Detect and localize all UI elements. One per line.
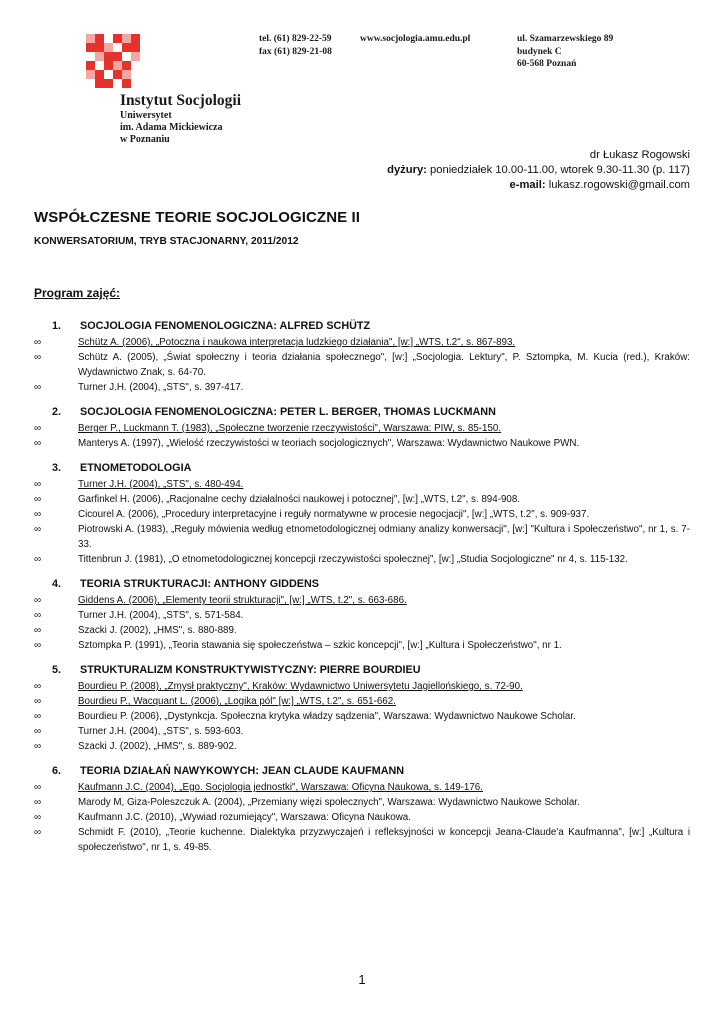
author-block	[387, 148, 690, 193]
reading-item	[34, 780, 690, 795]
website-url: www.socjologia.amu.edu.pl	[360, 34, 471, 44]
reading-item	[34, 709, 690, 724]
reading-text: Bourdieu P., Wacquant L. (2006), „Logika pól" [w:] „WTS, t.2", s. 651-662.	[78, 696, 396, 707]
reading-item	[34, 694, 690, 709]
reading-text: Szacki J. (2002), „HMS", s. 889-902.	[78, 741, 237, 752]
infinity-bullet-icon: ∞	[34, 509, 42, 520]
logo-tile	[113, 34, 122, 43]
institute-logo	[86, 34, 140, 88]
section-number: 5.	[52, 664, 62, 676]
section-title: STRUKTURALIZM KONSTRUKTYWISTYCZNY: PIERRE BOURDIEU	[80, 664, 421, 676]
reading-item	[34, 679, 690, 694]
course-title: WSPÓŁCZESNE TEORIE SOCJOLOGICZNE II	[34, 209, 361, 226]
institute-name: Instytut Socjologii	[120, 92, 241, 109]
address-line-3: 60-568 Poznań	[517, 59, 577, 69]
reading-text: Kaufmann J.C. (2010), „Wywiad rozumiejący", Warszawa: Oficyna Naukowa.	[78, 812, 411, 823]
reading-item	[34, 552, 690, 567]
section-number: 4.	[52, 578, 62, 590]
logo-tile	[95, 79, 104, 88]
program-section	[34, 318, 690, 395]
fax-number: fax (61) 829-21-08	[259, 46, 332, 57]
infinity-bullet-icon: ∞	[34, 423, 42, 434]
logo-tile	[95, 70, 104, 79]
infinity-bullet-icon: ∞	[34, 711, 42, 722]
contact-website	[360, 33, 470, 46]
infinity-bullet-icon: ∞	[34, 382, 42, 393]
logo-tile	[104, 43, 113, 52]
logo-tile	[113, 61, 122, 70]
duty-text: poniedziałek 10.00-11.00, wtorek 9.30-11.30 (p. 117)	[426, 164, 690, 176]
email-address[interactable]: lukasz.rogowski@gmail.com	[545, 179, 690, 191]
reading-text: Piotrowski A. (1983), „Reguły mówienia według etnometodologicznej odmiany analizy konwersacji", [w:] "Kultura i Społeczeństwo", nr 1, s. 7-33.	[78, 524, 690, 550]
logo-tile	[86, 43, 95, 52]
reading-text: Manterys A. (1997), „Wielość rzeczywistości w teoriach socjologicznych", Warszawa: Wydawnictwo Naukowe PWN.	[78, 438, 580, 449]
address-line-1: ul. Szamarzewskiego 89	[517, 34, 614, 44]
reading-item	[34, 608, 690, 623]
section-title: ETNOMETODOLOGIA	[80, 462, 192, 474]
duty-hours	[387, 163, 690, 178]
institute-name-block	[120, 92, 241, 146]
reading-text: Marody M, Giza-Poleszczuk A. (2004), „Przemiany więzi społecznych", Warszawa: Wydawnictwo Naukowe Scholar.	[78, 797, 580, 808]
section-title: TEORIA STRUKTURACJI: ANTHONY GIDDENS	[80, 578, 319, 590]
reading-item	[34, 380, 690, 395]
reading-item	[34, 825, 690, 855]
logo-tile	[122, 61, 131, 70]
reading-item	[34, 492, 690, 507]
logo-tile	[131, 43, 140, 52]
logo-tile	[122, 43, 131, 52]
infinity-bullet-icon: ∞	[34, 640, 42, 651]
infinity-bullet-icon: ∞	[34, 681, 42, 692]
logo-tile	[104, 52, 113, 61]
program-section	[34, 763, 690, 855]
section-heading	[34, 318, 690, 334]
section-heading	[34, 460, 690, 476]
infinity-bullet-icon: ∞	[34, 797, 42, 808]
reading-text: Schütz A. (2006), „Potoczna i naukowa interpretacja ludzkiego działania", [w:] „WTS, t.2", s. 867-893.	[78, 337, 516, 348]
reading-item	[34, 593, 690, 608]
infinity-bullet-icon: ∞	[34, 554, 42, 565]
logo-tile	[104, 61, 113, 70]
section-title: TEORIA DZIAŁAŃ NAWYKOWYCH: JEAN CLAUDE KAUFMANN	[80, 765, 405, 777]
logo-tile	[86, 70, 95, 79]
reading-text: Berger P., Luckmann T. (1983), „Społeczne tworzenie rzeczywistości", Warszawa: PIW, s. 85-150.	[78, 423, 502, 434]
reading-text: Schütz A. (2005), „Świat społeczny i teoria działania społecznego", [w:] „Socjologia. Lektury", P. Sztompka, M. Kucia (red.), Kraków: Wydawnictwo Znak, s. 64-70.	[78, 352, 690, 378]
reading-item	[34, 350, 690, 380]
section-title: SOCJOLOGIA FENOMENOLOGICZNA: ALFRED SCHÜTZ	[80, 320, 371, 332]
reading-text: Tittenbrun J. (1981), „O etnometodologicznej koncepcji rzeczywistości społecznej", [w:] „Studia Socjologiczne" nr 4, s. 115-132.	[78, 554, 628, 565]
infinity-bullet-icon: ∞	[34, 352, 42, 363]
reading-text: Cicourel A. (2006), „Procedury interpretacyjne i reguły normatywne w procesie negocjacji", [w:] „WTS, t.2", s. 909-937.	[78, 509, 590, 520]
reading-text: Turner J.H. (2004), „STS", s. 571-584.	[78, 610, 244, 621]
reading-text: Bourdieu P. (2006), „Dystynkcja. Społeczna krytyka władzy sądzenia", Warszawa: Wydawnictwo Naukowe Scholar.	[78, 711, 576, 722]
logo-tile	[131, 52, 140, 61]
program-section	[34, 662, 690, 754]
logo-tile	[122, 79, 131, 88]
university-line-1: Uniwersytet	[120, 110, 172, 121]
infinity-bullet-icon: ∞	[34, 696, 42, 707]
reading-item	[34, 795, 690, 810]
infinity-bullet-icon: ∞	[34, 812, 42, 823]
reading-item	[34, 522, 690, 552]
section-number: 2.	[52, 406, 62, 418]
email-label: e-mail:	[509, 179, 546, 191]
section-number: 6.	[52, 765, 62, 777]
section-heading	[34, 576, 690, 592]
logo-tile	[95, 43, 104, 52]
logo-tile	[122, 34, 131, 43]
program-section	[34, 404, 690, 451]
page-number: 1	[358, 972, 366, 987]
reading-text: Garfinkel H. (2006), „Racjonalne cechy działalności naukowej i potocznej", [w:] „WTS, t.2", s. 894-908.	[78, 494, 521, 505]
reading-item	[34, 436, 690, 451]
author-name: dr Łukasz Rogowski	[589, 149, 690, 161]
reading-item	[34, 810, 690, 825]
reading-text: Kaufmann J.C. (2004), „Ego. Socjologia jednostki", Warszawa: Oficyna Naukowa, s. 149-176.	[78, 782, 483, 793]
reading-text: Giddens A. (2006), „Elementy teorii strukturacji", [w:] „WTS, t.2", s. 663-686.	[78, 595, 407, 606]
duty-label: dyżury:	[387, 164, 427, 176]
infinity-bullet-icon: ∞	[34, 494, 42, 505]
program-content	[34, 318, 690, 864]
email-line	[387, 178, 690, 193]
logo-tile	[86, 61, 95, 70]
infinity-bullet-icon: ∞	[34, 782, 42, 793]
infinity-bullet-icon: ∞	[34, 741, 42, 752]
reading-text: Turner J.H. (2004), „STS", s. 593-603.	[78, 726, 244, 737]
infinity-bullet-icon: ∞	[34, 625, 42, 636]
section-heading	[34, 404, 690, 420]
reading-text: Sztompka P. (1991), „Teoria stawania się społeczeństwa – szkic koncepcji", [w:] „Kultura i Społeczeństwo", nr 1.	[78, 640, 562, 651]
section-number: 1.	[52, 320, 62, 332]
reading-text: Bourdieu P. (2008), „Zmysł praktyczny", Kraków: Wydawnictwo Uniwersytetu Jagiellońskiego, s. 72-90.	[78, 681, 523, 692]
program-heading: Program zajęć:	[34, 286, 121, 300]
reading-item	[34, 477, 690, 492]
program-section	[34, 460, 690, 567]
reading-item	[34, 739, 690, 754]
logo-tile	[95, 52, 104, 61]
reading-text: Turner J.H. (2004), „STS", s. 480-494.	[78, 479, 244, 490]
section-heading	[34, 763, 690, 779]
logo-tile	[122, 70, 131, 79]
infinity-bullet-icon: ∞	[34, 726, 42, 737]
contact-address	[517, 33, 613, 71]
address-line-2: budynek C	[517, 46, 562, 57]
infinity-bullet-icon: ∞	[34, 479, 42, 490]
logo-tile	[131, 34, 140, 43]
section-heading	[34, 662, 690, 678]
reading-item	[34, 638, 690, 653]
reading-text: Turner J.H. (2004), „STS", s. 397-417.	[78, 382, 244, 393]
reading-item	[34, 724, 690, 739]
infinity-bullet-icon: ∞	[34, 524, 42, 535]
logo-tile	[113, 52, 122, 61]
reading-item	[34, 335, 690, 350]
infinity-bullet-icon: ∞	[34, 595, 42, 606]
infinity-bullet-icon: ∞	[34, 827, 42, 838]
university-line-3: w Poznaniu	[120, 134, 170, 145]
reading-text: Schmidt F. (2010), „Teorie kuchenne. Dialektyka przyzwyczajeń i refleksyjności w koncepcji Jeana-Claude'a Kaufmanna", [w:] „Kultura i społeczeństwo", nr 1, s. 49-85.	[78, 827, 690, 853]
contact-phone-block	[259, 33, 332, 58]
course-subtitle: KONWERSATORIUM, TRYB STACJONARNY, 2011/2012	[34, 236, 299, 247]
reading-item	[34, 507, 690, 522]
logo-tile	[95, 34, 104, 43]
reading-item	[34, 623, 690, 638]
infinity-bullet-icon: ∞	[34, 610, 42, 621]
section-title: SOCJOLOGIA FENOMENOLOGICZNA: PETER L. BERGER, THOMAS LUCKMANN	[80, 406, 496, 418]
program-section	[34, 576, 690, 653]
logo-tile	[113, 70, 122, 79]
infinity-bullet-icon: ∞	[34, 438, 42, 449]
logo-tile	[104, 79, 113, 88]
section-number: 3.	[52, 462, 62, 474]
reading-item	[34, 421, 690, 436]
infinity-bullet-icon: ∞	[34, 337, 42, 348]
phone-number: tel. (61) 829-22-59	[259, 34, 332, 44]
university-line-2: im. Adama Mickiewicza	[120, 122, 223, 133]
logo-tile	[86, 34, 95, 43]
reading-text: Szacki J. (2002), „HMS", s. 880-889.	[78, 625, 237, 636]
